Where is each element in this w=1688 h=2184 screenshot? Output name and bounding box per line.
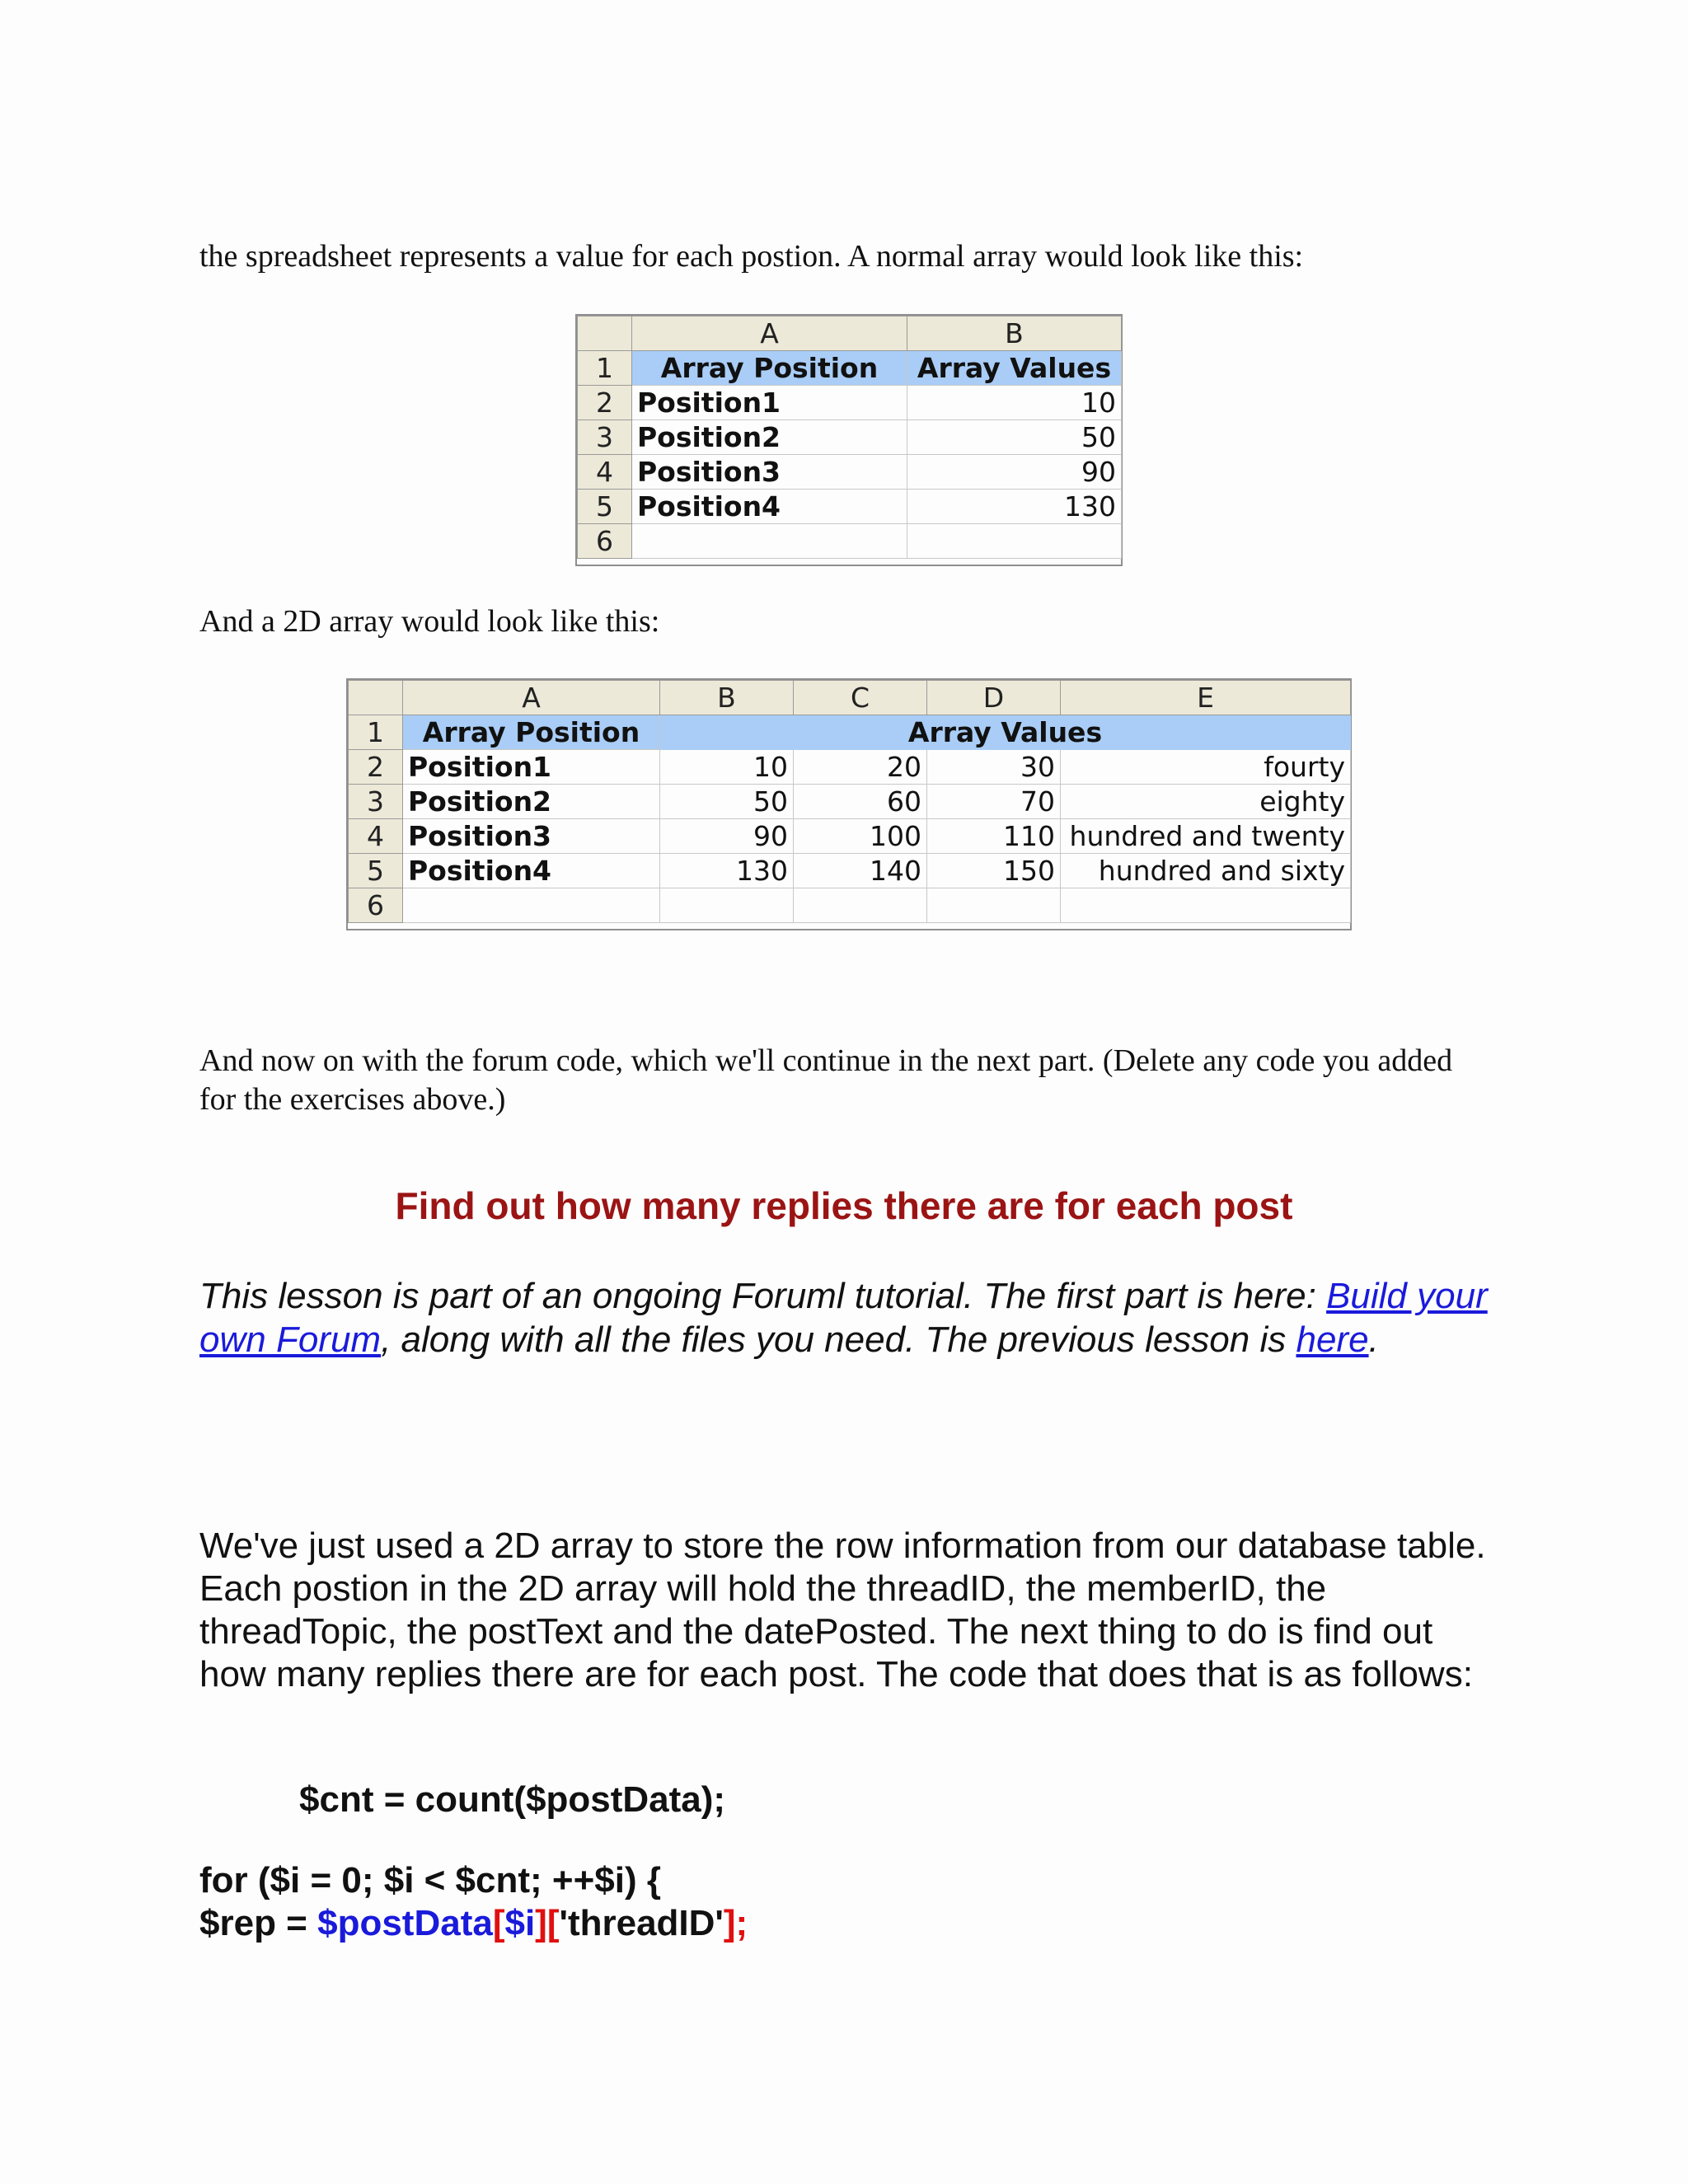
table-cell: 90 [660,819,794,854]
table-cell: Position1 [403,750,660,785]
row-number: 4 [578,455,632,490]
column-header-row [578,316,1122,351]
corner-cell [349,681,403,715]
forum-code-paragraph: And now on with the forum code, which we'll continue in the next part. (Delete any code you added for the exercises above.) [199,1043,1453,1117]
table-row [578,524,1122,559]
table-cell: Position1 [632,386,907,420]
header-cell: Array Position [403,715,660,750]
row-number: 6 [578,524,632,559]
column-header: A [632,316,907,351]
spreadsheet-2d-array [346,678,1352,930]
table-row [578,490,1122,524]
column-header: E [1061,681,1351,715]
intro-paragraph: the spreadsheet represents a value for each postion. A normal array would look like this: [199,239,1304,274]
code-token: $rep = [199,1903,318,1943]
code-token: ][ [535,1903,560,1943]
table-cell [632,524,907,559]
table-cell [927,888,1061,923]
table-cell: Position2 [632,420,907,455]
section-heading: Find out how many replies there are for each post [395,1184,1293,1227]
table-cell: hundred and sixty [1061,854,1351,888]
table-cell: 30 [927,750,1061,785]
lesson-intro [199,1274,1502,1361]
table-cell: fourty [1061,750,1351,785]
table-cell: 70 [927,785,1061,819]
row-number: 4 [349,819,403,854]
table-row [578,351,1122,386]
previous-lesson-link[interactable]: here [1296,1319,1369,1360]
table-row [578,386,1122,420]
row-number: 3 [349,785,403,819]
row-number: 1 [578,351,632,386]
table-cell: eighty [1061,785,1351,819]
column-header: B [907,316,1122,351]
table-cell [794,888,927,923]
code-line-for: for ($i = 0; $i < $cnt; ++$i) { [199,1860,661,1900]
table-cell: 100 [794,819,927,854]
table-cell [660,888,794,923]
table-cell: Position3 [403,819,660,854]
table-row [349,888,1351,923]
table-cell: 130 [660,854,794,888]
column-header: D [927,681,1061,715]
table-cell: 50 [660,785,794,819]
header-cell: Array Values [660,715,1351,750]
table-cell: 140 [794,854,927,888]
table-cell: 90 [907,455,1122,490]
header-cell: Array Values [907,351,1122,386]
spreadsheet-1d-table [577,316,1122,559]
code-token: 'threadID' [559,1903,724,1943]
code-line-count: $cnt = count($postData); [299,1779,726,1820]
row-number: 5 [578,490,632,524]
intro-text: . [1368,1319,1379,1360]
table-cell: Position4 [403,854,660,888]
table-cell: 50 [907,420,1122,455]
table-cell: 60 [794,785,927,819]
code-token: [ [492,1903,505,1943]
build-your-own-forum-link[interactable]: Build your own Forum [199,1276,1488,1360]
table-cell: hundred and twenty [1061,819,1351,854]
code-line-rep [199,1902,748,1945]
table-row [578,420,1122,455]
table-cell: 20 [794,750,927,785]
table-cell: Position3 [632,455,907,490]
table-cell: 10 [907,386,1122,420]
intro-text: This lesson is part of an ongoing Foruml tutorial. The first part is here: [199,1276,1327,1316]
spreadsheet-2d-table [348,680,1351,923]
table-cell: Position2 [403,785,660,819]
table-row [349,750,1351,785]
code-token: $postData [317,1903,493,1943]
table-row [349,715,1351,750]
table-cell [1061,888,1351,923]
table-row [349,819,1351,854]
column-header: B [660,681,794,715]
intro-text: , along with all the files you need. The previous lesson is [381,1319,1296,1360]
table-cell: 110 [927,819,1061,854]
second-paragraph: And a 2D array would look like this: [199,604,660,639]
row-number: 6 [349,888,403,923]
table-row [349,785,1351,819]
code-token: ]; [723,1903,748,1943]
row-number: 2 [349,750,403,785]
table-row [578,455,1122,490]
corner-cell [578,316,632,351]
explanation-paragraph: We've just used a 2D array to store the row information from our database table. Each postion in the 2D array will hold the threadID, the memberID, the threadTopic, the postText and the datePosted. The next thing to do is find out how many replies there are for each post. The code that does that is as follows: [199,1526,1486,1694]
spreadsheet-1d-array [575,314,1123,566]
header-cell: Array Position [632,351,907,386]
table-cell [907,524,1122,559]
table-cell: Position4 [632,490,907,524]
column-header: C [794,681,927,715]
column-header: A [403,681,660,715]
column-header-row [349,681,1351,715]
table-cell [403,888,660,923]
table-row [349,854,1351,888]
code-token: $i [504,1903,536,1943]
table-cell: 130 [907,490,1122,524]
row-number: 3 [578,420,632,455]
row-number: 1 [349,715,403,750]
row-number: 5 [349,854,403,888]
row-number: 2 [578,386,632,420]
table-cell: 10 [660,750,794,785]
table-cell: 150 [927,854,1061,888]
